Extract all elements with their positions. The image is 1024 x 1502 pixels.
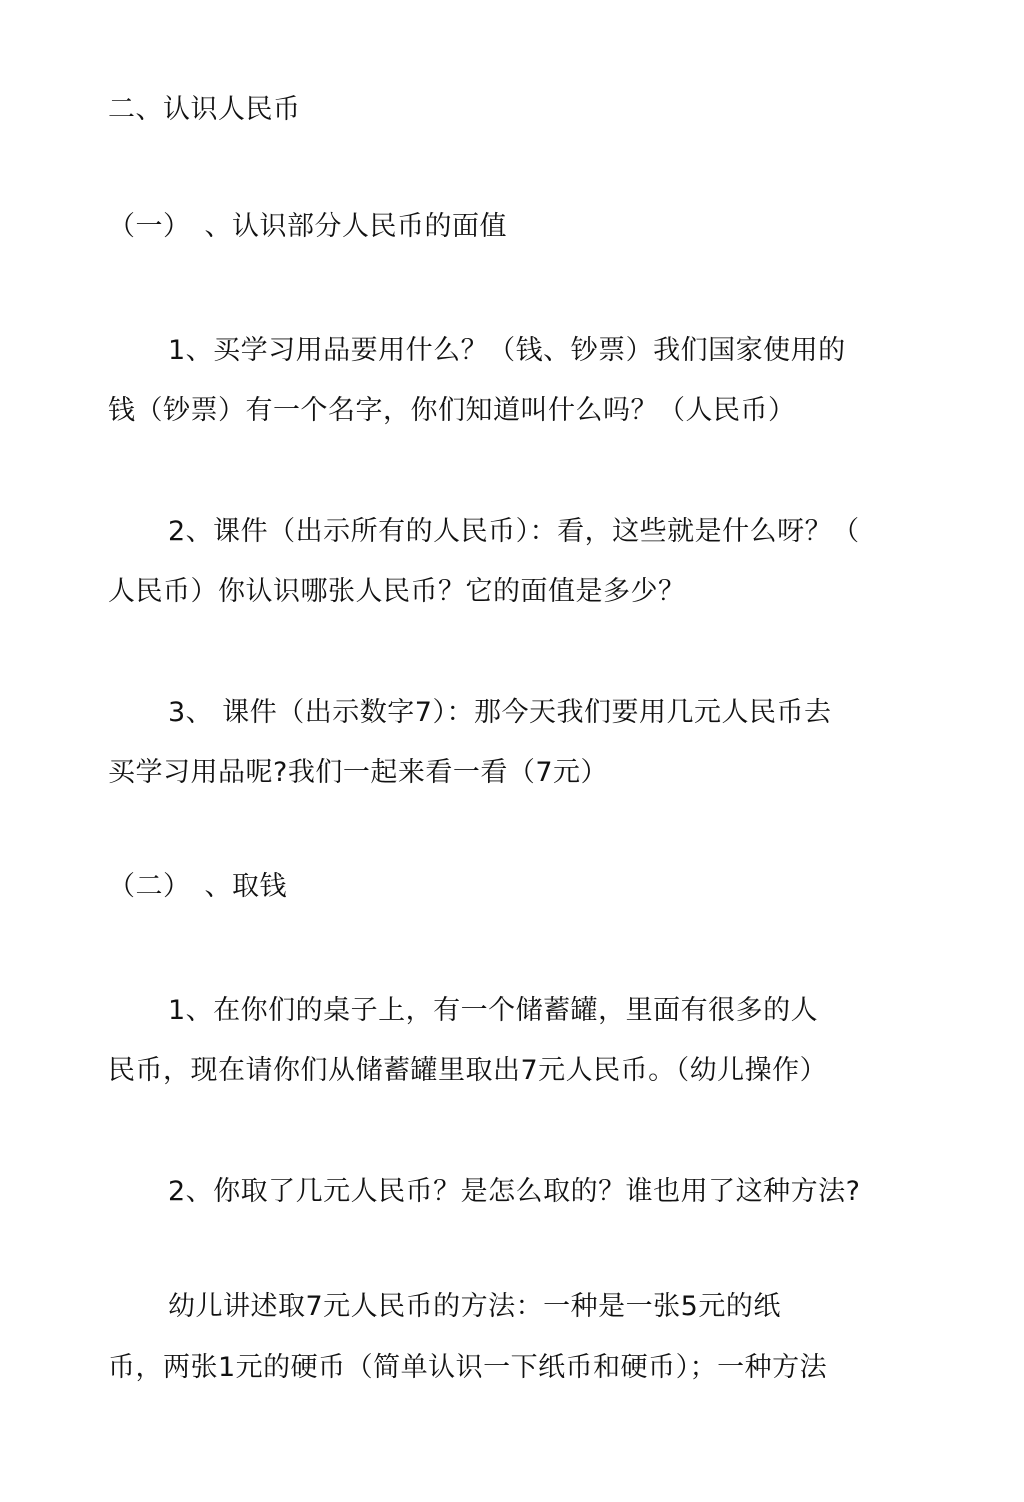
paragraph-line: 1、买学习用品要用什么？（钱、钞票）我们国家使用的 <box>168 335 846 366</box>
paragraph-line: 人民币）你认识哪张人民币？它的面值是多少？ <box>108 576 686 607</box>
paragraph-line: 买学习用品呢?我们一起来看一看（7元） <box>108 757 609 788</box>
paragraph-line: 钱（钞票）有一个名字，你们知道叫什么吗？（人民币） <box>108 395 796 426</box>
paragraph-line: 2、你取了几元人民币？是怎么取的？谁也用了这种方法? <box>168 1176 861 1207</box>
paragraph-line: 币，两张1元的硬币（简单认识一下纸币和硬币）；一种方法 <box>108 1352 828 1383</box>
paragraph-line: 民币，现在请你们从储蓄罐里取出7元人民币。（幼儿操作） <box>108 1055 828 1086</box>
subsection-heading: （一） 、认识部分人民币的面值 <box>108 211 507 242</box>
paragraph-line: 3、 课件（出示数字7）：那今天我们要用几元人民币去 <box>168 697 832 728</box>
section-heading: 二、认识人民币 <box>108 94 301 125</box>
subsection-heading: （二） 、取钱 <box>108 871 287 902</box>
paragraph-line: 1、在你们的桌子上，有一个储蓄罐，里面有很多的人 <box>168 995 819 1026</box>
paragraph-line: 2、课件（出示所有的人民币）：看，这些就是什么呀？（ <box>168 516 860 547</box>
paragraph-line: 幼儿讲述取7元人民币的方法：一种是一张5元的纸 <box>168 1291 781 1322</box>
